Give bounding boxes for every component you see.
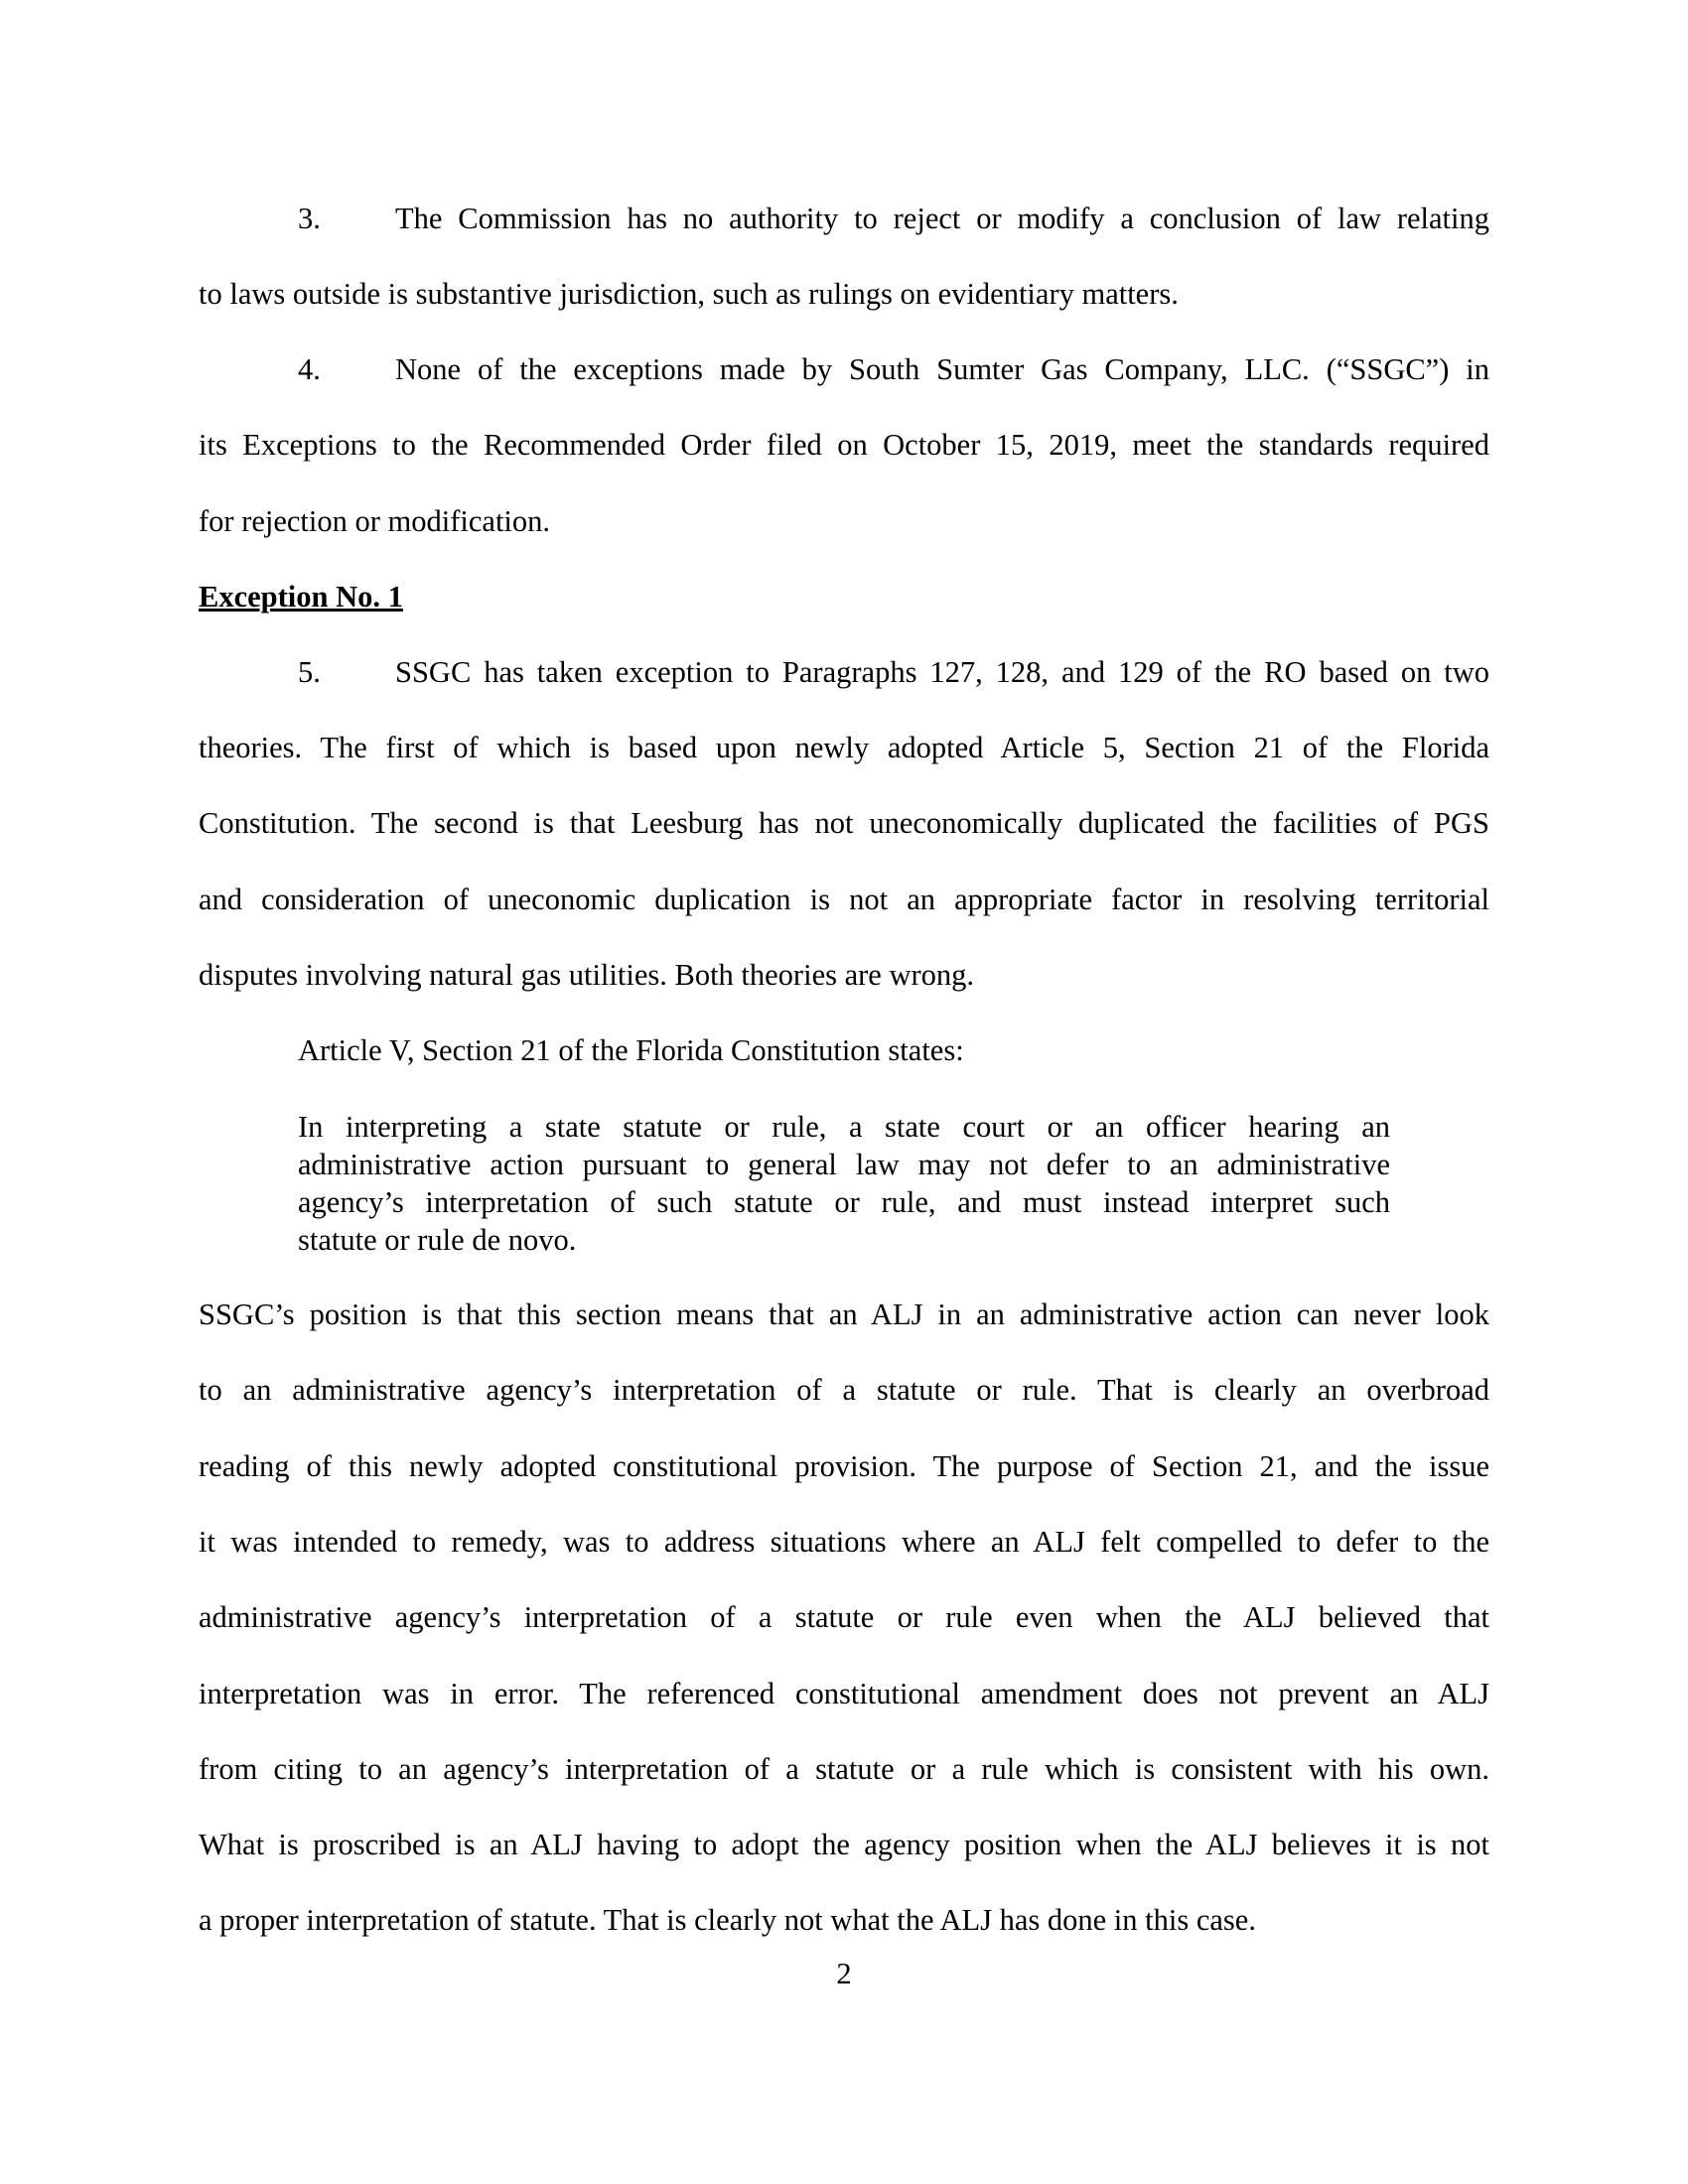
closing-line-4: it was intended to remedy, was to address situations where an ALJ felt compelled to defer to the [199,1525,1489,1559]
paragraph-number: 5. [298,655,321,689]
paragraph-text: None of the exceptions made by South Sumter Gas Company, LLC. (“SSGC”) in [395,352,1489,386]
closing-line-8: What is proscribed is an ALJ having to adopt the agency position when the ALJ believes it is not [199,1828,1489,1861]
paragraph-3-line-1 [298,201,1489,236]
page-number: 2 [836,1957,852,1990]
paragraph-4-line-2: its Exceptions to the Recommended Order filed on October 15, 2019, meet the standards required [199,428,1489,462]
closing-line-5: administrative agency’s interpretation of a statute or rule even when the ALJ believed that [199,1600,1489,1634]
block-quote-line-1: In interpreting a state statute or rule, a state court or an officer hearing an [298,1110,1390,1144]
paragraph-text: The Commission has no authority to reject or modify a conclusion of law relating [395,202,1489,235]
paragraph-5-line-2: theories. The first of which is based upon newly adopted Article 5, Section 21 of the Florida [199,731,1489,764]
paragraph-number: 3. [298,202,321,235]
paragraph-4-line-1 [298,351,1489,387]
block-quote-line-3: agency’s interpretation of such statute or rule, and must instead interpret such [298,1185,1390,1219]
closing-line-7: from citing to an agency’s interpretation of a statute or a rule which is consistent with his own. [199,1752,1489,1786]
paragraph-5-line-3: Constitution. The second is that Leesburg has not uneconomically duplicated the facilities of PGS [199,806,1489,840]
paragraph-5-line-5: disputes involving natural gas utilities. Both theories are wrong. [199,958,975,992]
closing-line-3: reading of this newly adopted constitutional provision. The purpose of Section 21, and the issue [199,1449,1489,1483]
section-heading: Exception No. 1 [199,580,403,614]
closing-line-6: interpretation was in error. The referenced constitutional amendment does not prevent an ALJ [199,1677,1489,1710]
paragraph-3-line-2: to laws outside is substantive jurisdiction, such as rulings on evidentiary matters. [199,277,1179,311]
closing-line-1: SSGC’s position is that this section means that an ALJ in an administrative action can never look [199,1297,1489,1331]
paragraph-5-line-1 [298,654,1489,690]
paragraph-text: SSGC has taken exception to Paragraphs 127, 128, and 129 of the RO based on two [395,655,1489,689]
block-quote-line-4: statute or rule de novo. [298,1223,577,1257]
block-quote-line-2: administrative action pursuant to general law may not defer to an administrative [298,1148,1390,1181]
paragraph-number: 4. [298,352,321,386]
paragraph-4-line-3: for rejection or modification. [199,504,551,538]
closing-line-2: to an administrative agency’s interpretation of a statute or rule. That is clearly an overbroad [199,1373,1489,1407]
quote-intro: Article V, Section 21 of the Florida Constitution states: [298,1033,964,1067]
paragraph-5-line-4: and consideration of uneconomic duplication is not an appropriate factor in resolving territorial [199,883,1489,916]
closing-line-9: a proper interpretation of statute. That is clearly not what the ALJ has done in this case. [199,1903,1256,1937]
